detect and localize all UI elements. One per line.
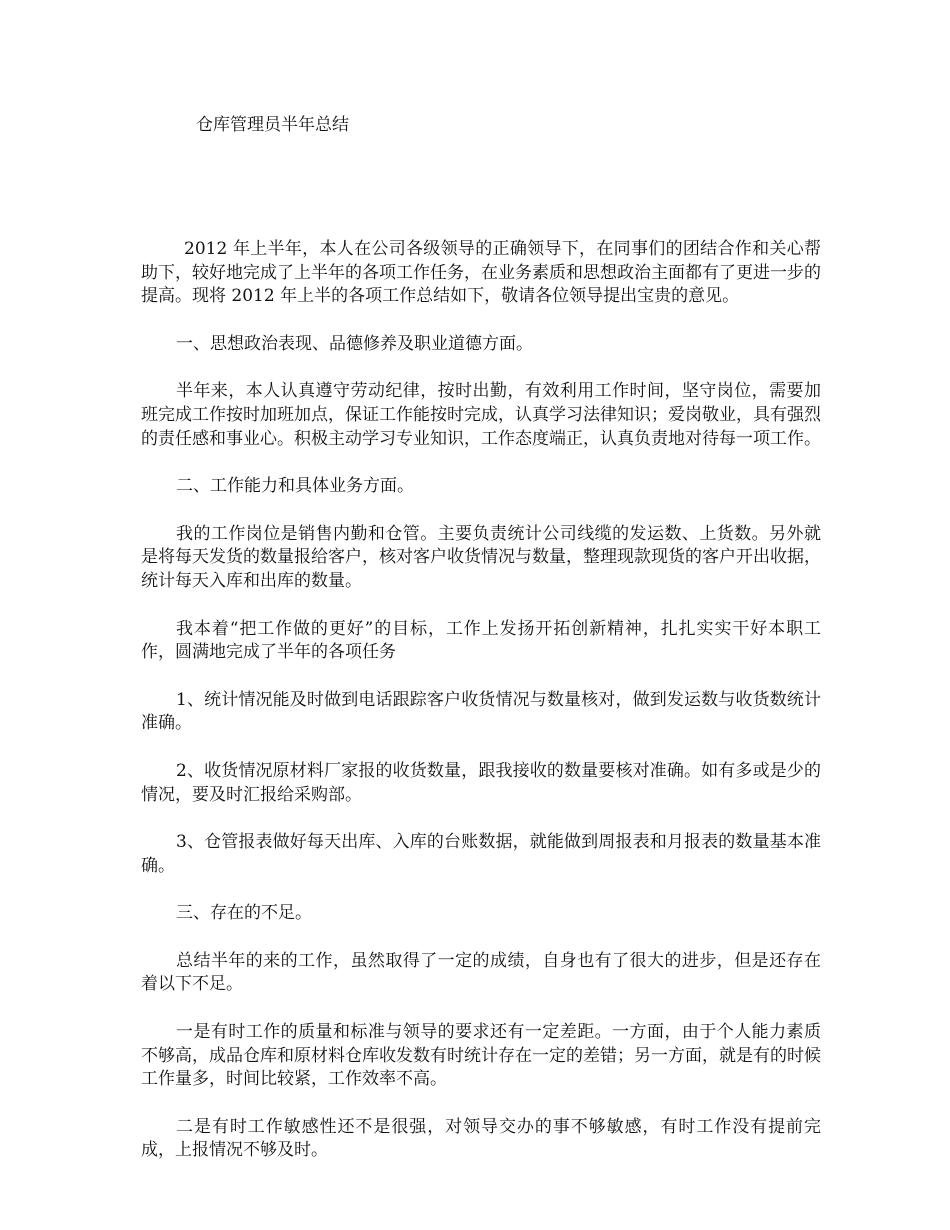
document-title: 仓库管理员半年总结 [196,115,349,135]
section-heading-shortcomings: 三、存在的不足。 [176,903,312,924]
paragraph-political: 半年来，本人认真遵守劳动纪律，按时出勤，有效利用工作时间，坚守岗位，需要加班完成工作按时加班加点，保证工作能按时完成，认真学习法律知识；爱岗敬业，具有强烈的责任感和事业心。积极主动学习专业知识，工作态度端正，认真负责地对待每一项工作。 [141,381,821,449]
paragraph-shortcomings-intro: 总结半年的来的工作，虽然取得了一定的成绩，自身也有了很大的进步，但是还存在着以下不足。 [141,950,821,995]
paragraph-intro: 2012 年上半年，本人在公司各级领导的正确领导下，在同事们的团结合作和关心帮助下，较好地完成了上半年的各项工作任务，在业务素质和思想政治主面都有了更进一步的提高。现将 2012 年上半的各项工作总结如下，敬请各位领导提出宝贵的意见。 [141,239,821,307]
paragraph-job-duties: 我的工作岗位是销售内勤和仓管。主要负责统计公司线缆的发运数、上货数。另外就是将每天发货的数量报给客户，核对客户收货情况与数量，整理现款现货的客户开出收据，统计每天入库和出库的数量。 [141,523,821,591]
document-body [141,238,821,1187]
paragraph-shortcoming-1: 一是有时工作的质量和标准与领导的要求还有一定差距。一方面，由于个人能力素质不够高，成品仓库和原材料仓库收发数有时统计存在一定的差错；另一方面，就是有的时候工作量多，时间比较紧，工作效率不高。 [141,1022,821,1090]
paragraph-goal: 我本着“把工作做的更好”的目标，工作上发扬开拓创新精神，扎扎实实干好本职工作，圆满地完成了半年的各项任务 [141,618,821,663]
list-item-2: 2、收货情况原材料厂家报的收货数量，跟我接收的数量要核对准确。如有多或是少的情况，要及时汇报给采购部。 [141,760,821,805]
section-heading-work-ability: 二、工作能力和具体业务方面。 [176,476,414,497]
list-item-3: 3、仓管报表做好每天出库、入库的台账数据，就能做到周报表和月报表的数量基本准确。 [141,832,821,876]
list-item-1: 1、统计情况能及时做到电话跟踪客户收货情况与数量核对，做到发运数与收货数统计准确。 [141,689,821,734]
paragraph-shortcoming-2: 二是有时工作敏感性还不是很强，对领导交办的事不够敏感，有时工作没有提前完成，上报情况不够及时。 [141,1116,821,1161]
section-heading-political: 一、思想政治表现、品德修养及职业道德方面。 [176,333,533,354]
